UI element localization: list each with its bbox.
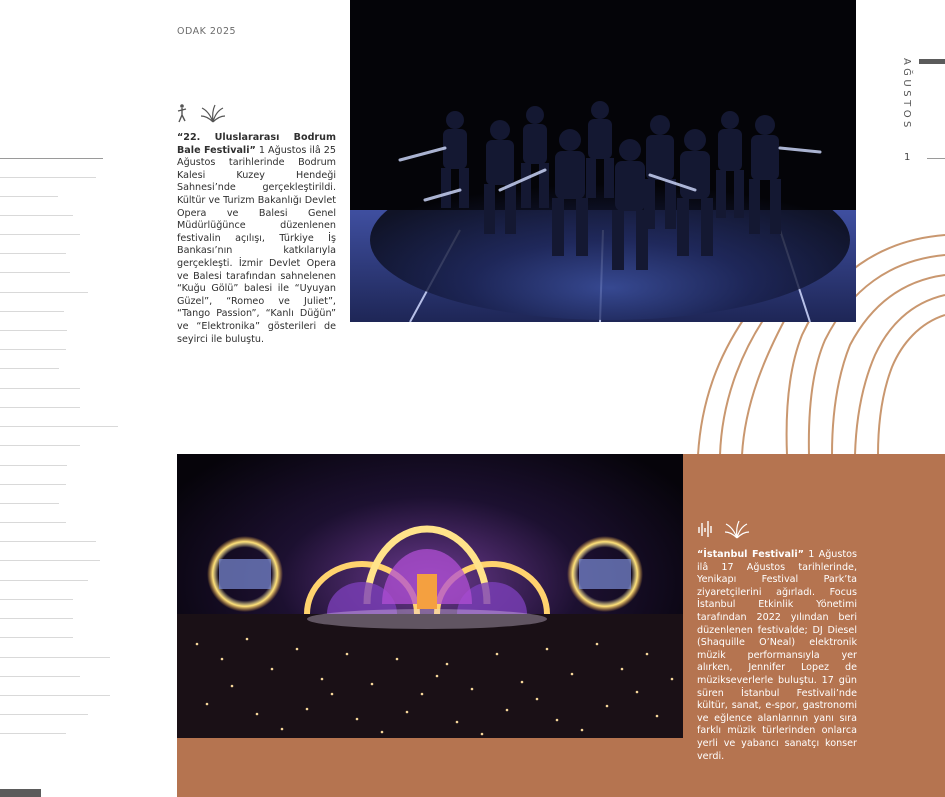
ballet-photo xyxy=(350,0,856,322)
wheat-icon xyxy=(201,105,225,122)
article1-title: “22. Uluslararası Bodrum Bale Festivali” xyxy=(177,132,336,156)
article1-text xyxy=(177,132,336,346)
corner-block xyxy=(0,789,41,797)
article1-body: 1 Ağustos ilâ 25 Ağustos tarihlerinde Bodrum Kalesi Kuzey Hendeği Sahnesi’nde gerçekleştirildi. Kültür ve Turizm Bakanlığı Devlet Opera ve Balesi Genel Müdürlüğünce düzenlenen festivalin açılışı, Türkiye İş Bankası’nın katkılarıyla gerçekleşti. İzmir Devlet Opera ve Balesi tarafından sahnelenen “Kuğu Gölü” balesi ile “Uyuyan Güzel”, “Romeo ve Juliet”, “Tango Passion”, “Kanlı Düğün” ve “Elektronika” gösterileri de seyirci ile buluştu. xyxy=(177,144,336,345)
page-number-rule xyxy=(927,158,945,159)
page-header-label: ODAK 2025 xyxy=(177,26,237,37)
page-number: 1 xyxy=(904,152,911,163)
copper-bottom-band xyxy=(177,738,683,797)
article2-body: 1 Ağustos ilâ 17 Ağustos tarihlerinde, Yenikapı Festival Park’ta ziyaretçilerini ağırladı. Focus İstanbul Etkinlik Yönetimi tarafından 2022 yılından beri düzenlenen festivalde; DJ Diesel (Shaquille O’Neal) elektronik müzik performansıyla yer alırken, Jennifer Lopez de müzikseverlerle buluştu. 17 gün süren İstanbul Festivali’nde kültür, sanat, e-spor, gastronomi ve eğlence alanlarının yanı sıra farklı müzik türlerinden onlarca yerli ve yabancı sanatçı konser verdi. xyxy=(697,549,857,762)
article2-text xyxy=(697,549,857,763)
side-month-label: AĞUSTOS xyxy=(901,58,912,131)
article1-icons xyxy=(177,102,237,124)
dancer-icon xyxy=(178,104,186,122)
music-waveform-icon xyxy=(699,521,711,537)
article2-icons xyxy=(697,518,757,540)
wheat-icon xyxy=(725,521,749,538)
festival-photo xyxy=(177,454,683,738)
month-marker-bar xyxy=(919,59,945,64)
article2-title: “İstanbul Festivali” xyxy=(697,549,804,560)
